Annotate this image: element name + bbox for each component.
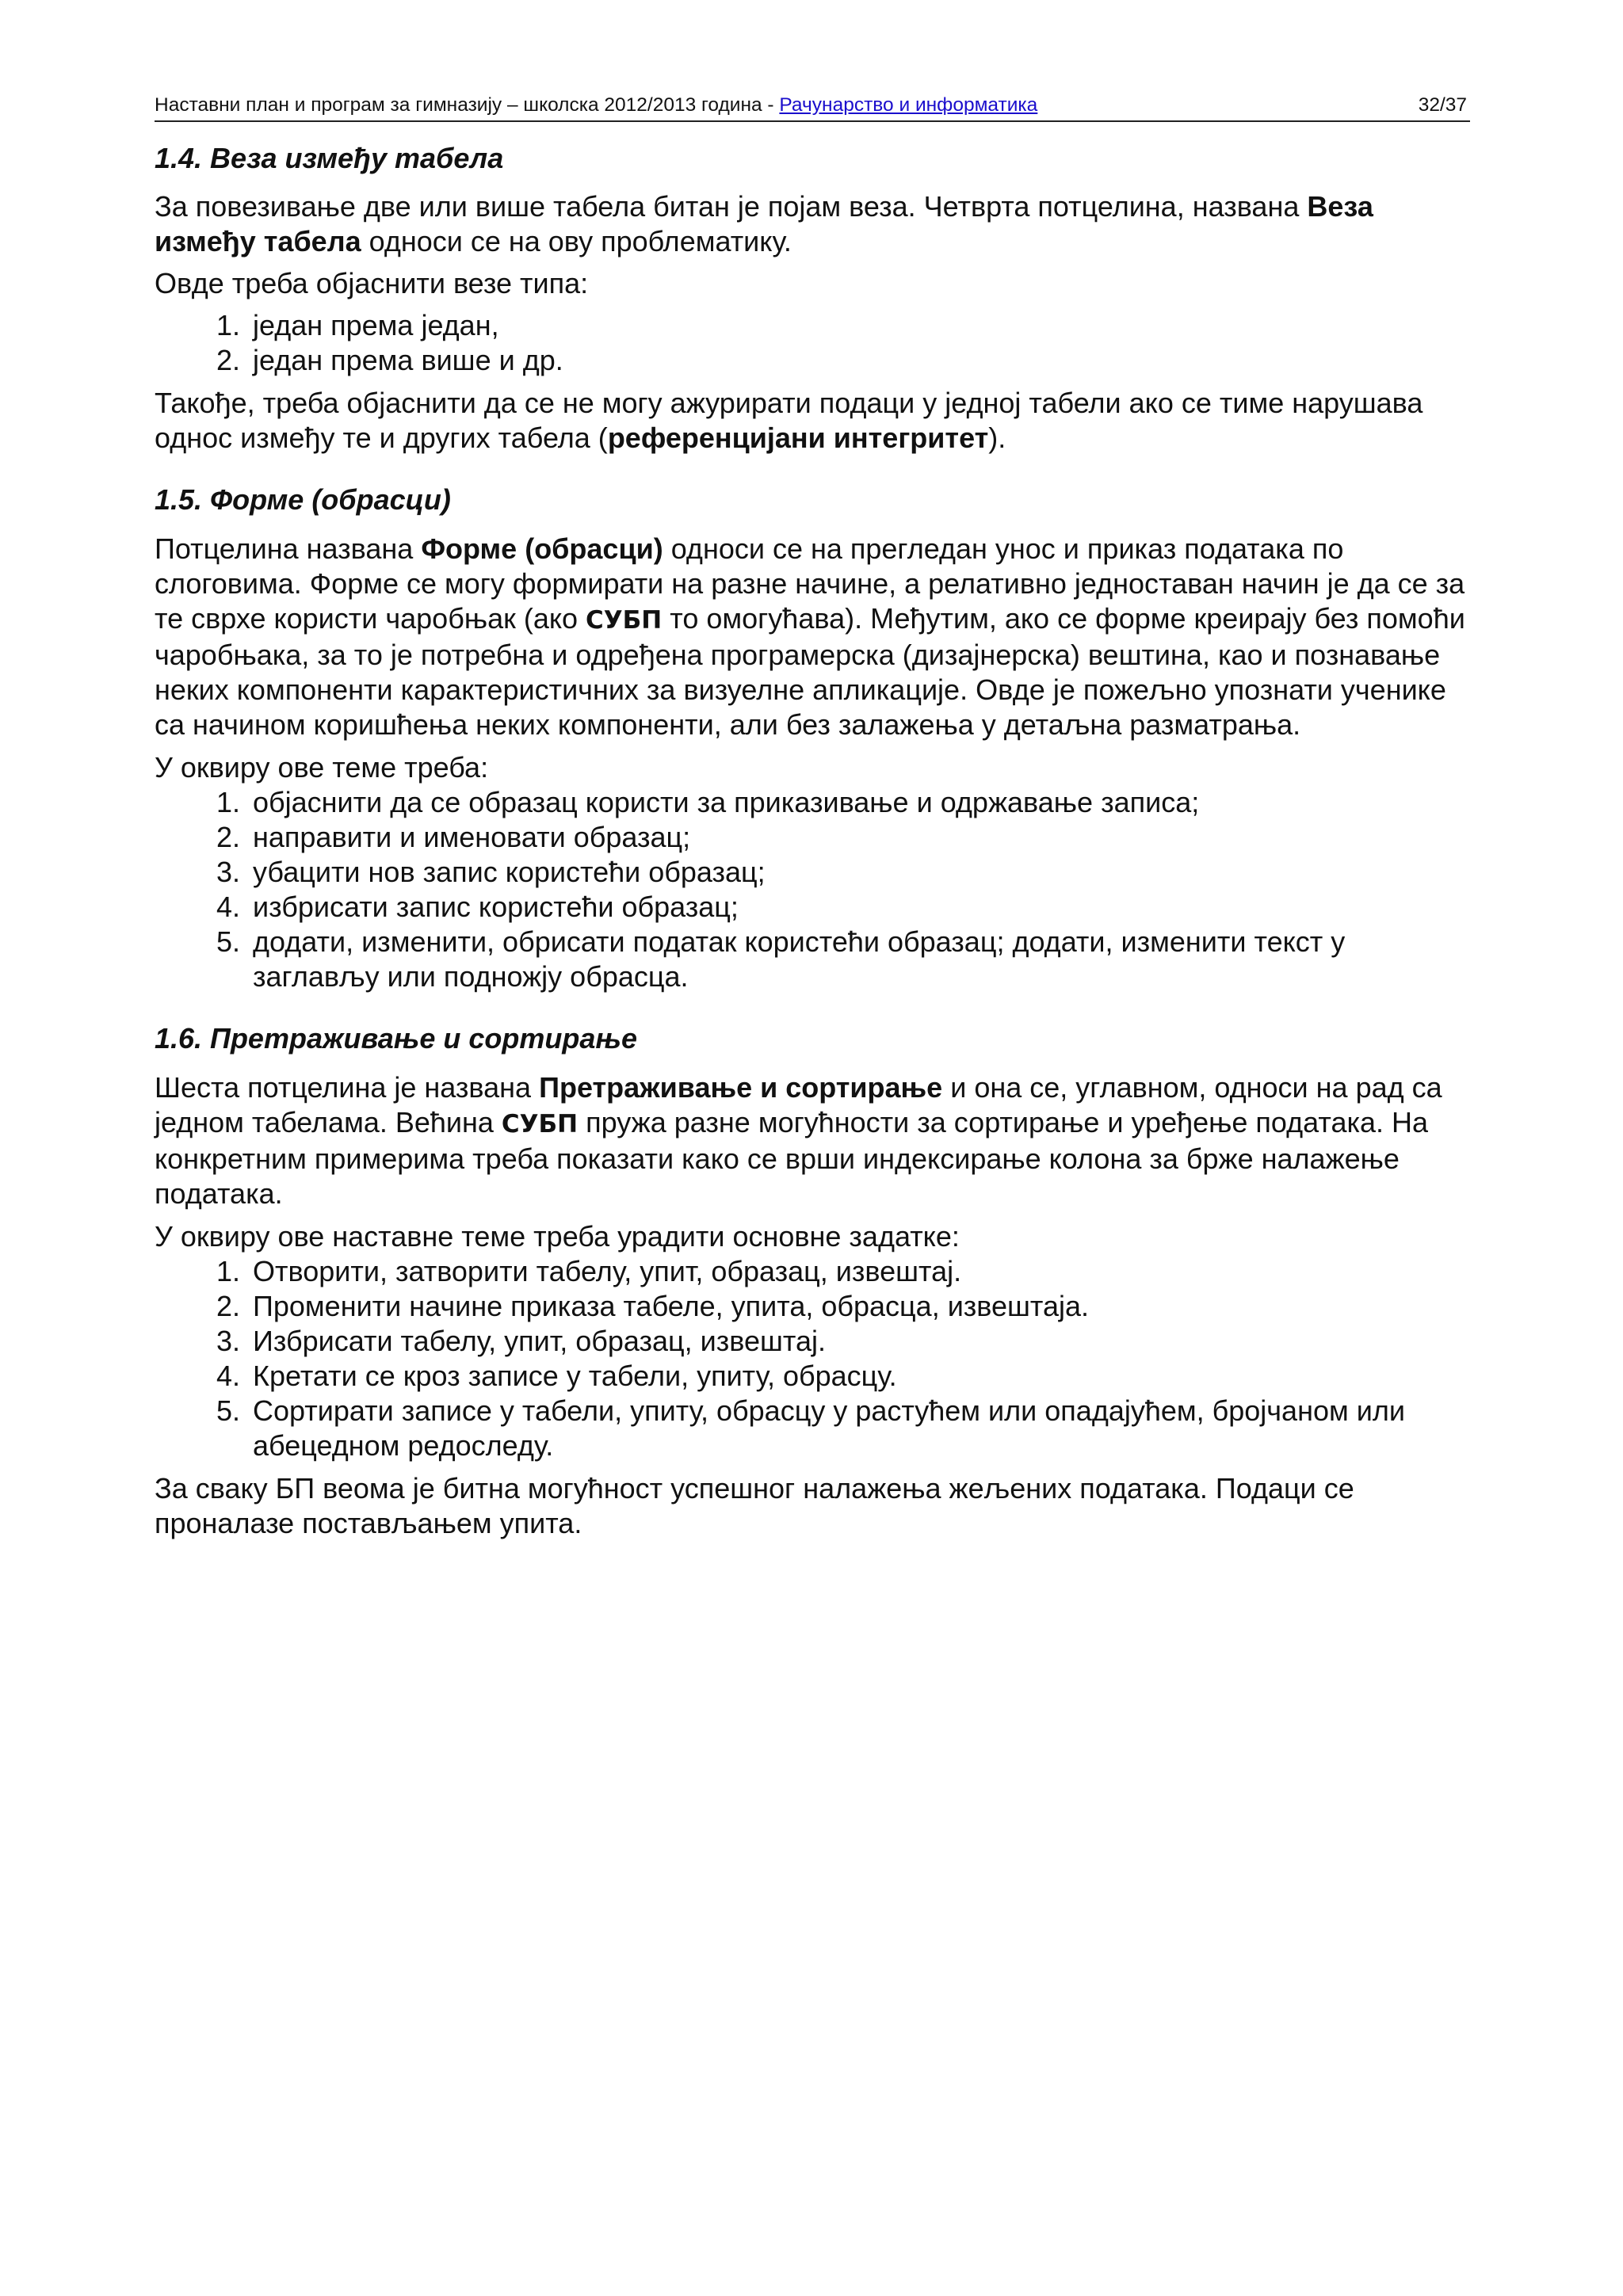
text-run: Потцелина названа bbox=[155, 532, 422, 565]
text-run: то омогућава). Међутим, ако се форме креирају без помоћи чаробњака, за то је потребна и одређена програмерска (дизајнерска) вештина, као и познавање неких компоненти карактеристичних за визуелне апликације. Овде је пожељно упознати ученике са начином коришћења неких компоненти, али без залажења у детаљна разматрања. bbox=[155, 602, 1465, 741]
list-number: 2. bbox=[216, 1290, 240, 1322]
text-run: ). bbox=[988, 421, 1006, 454]
list-item-text: Избрисати табелу, упит, образац, извештај. bbox=[253, 1325, 826, 1357]
section-1-6-list bbox=[155, 1254, 1470, 1463]
bold-term: Претраживање и сортирање bbox=[539, 1071, 943, 1104]
page-number: 32/37 bbox=[1418, 94, 1467, 116]
list-item bbox=[155, 1324, 1470, 1359]
bold-term: Веза између табела bbox=[155, 190, 1373, 257]
list-number: 3. bbox=[216, 1325, 240, 1357]
section-1-4-paragraph-1 bbox=[155, 189, 1470, 259]
list-number: 4. bbox=[216, 891, 240, 923]
list-item bbox=[155, 925, 1470, 994]
list-item bbox=[155, 1394, 1470, 1463]
document-page bbox=[155, 93, 1470, 1541]
header-doc-title: Наставни план и програм за гимназију – школска 2012/2013 година - bbox=[155, 94, 780, 116]
section-heading-1-4: 1.4. Веза између табела bbox=[155, 142, 504, 174]
page-header bbox=[155, 93, 1470, 122]
list-item bbox=[155, 308, 1470, 343]
section-1-5-paragraph-2: У оквиру ове теме треба: bbox=[155, 751, 489, 784]
list-item-text: један према више и др. bbox=[253, 344, 563, 376]
section-heading-1-5: 1.5. Форме (обрасци) bbox=[155, 483, 451, 516]
text-run: и она се, углавном, односи на рад са једном табелама. Већина bbox=[155, 1071, 1442, 1138]
header-title bbox=[155, 93, 1037, 117]
text-run: Такође, треба објаснити да се не могу ажурирати подаци у једној табели ако се тиме нарушава однос између те и других табела ( bbox=[155, 387, 1423, 454]
section-1-6-paragraph-3: За сваку БП веома је битна могућност успешног налажења жељених података. Подаци се проналазе постављањем упита. bbox=[155, 1472, 1354, 1539]
list-item-text: један према један, bbox=[253, 309, 499, 341]
list-number: 5. bbox=[216, 925, 240, 958]
list-item-text: додати, изменити, обрисати податак користећи образац; додати, изменити текст у заглављу или подножју обрасца. bbox=[253, 925, 1346, 993]
section-1-4-paragraph-3 bbox=[155, 386, 1470, 456]
list-number: 5. bbox=[216, 1394, 240, 1427]
text-run: Шеста потцелина је названа bbox=[155, 1071, 540, 1104]
list-item-text: направити и именовати образац; bbox=[253, 821, 691, 853]
list-number: 2. bbox=[216, 344, 240, 376]
section-1-6-paragraph-2: У оквиру ове наставне теме треба урадити основне задатке: bbox=[155, 1220, 960, 1253]
text-run: За повезивање две или више табела битан је појам веза. Четврта потцелина, названа bbox=[155, 190, 1308, 223]
list-item-text: убацити нов запис користећи образац; bbox=[253, 856, 766, 888]
text-run: пружа разне могућности за сортирање и уређење података. На конкретним примерима треба показати како се врши индексирање колона за брже налажење података. bbox=[155, 1106, 1429, 1210]
section-heading-1-6: 1.6. Претраживање и сортирање bbox=[155, 1022, 638, 1055]
list-number: 1. bbox=[216, 309, 240, 341]
list-item bbox=[155, 1254, 1470, 1289]
list-item-text: Променити начине приказа табеле, упита, обрасца, извештаја. bbox=[253, 1290, 1090, 1322]
list-item-text: Отворити, затворити табелу, упит, образац, извештај. bbox=[253, 1255, 962, 1287]
subject-link[interactable]: Рачунарство и информатика bbox=[779, 94, 1038, 116]
list-item bbox=[155, 820, 1470, 855]
list-item bbox=[155, 890, 1470, 925]
list-number: 1. bbox=[216, 786, 240, 818]
list-item-text: избрисати запис користећи образац; bbox=[253, 891, 739, 923]
list-item bbox=[155, 855, 1470, 890]
list-item bbox=[155, 343, 1470, 378]
list-number: 1. bbox=[216, 1255, 240, 1287]
text-run: односи се на ову проблематику. bbox=[361, 225, 792, 257]
list-item bbox=[155, 785, 1470, 820]
section-1-6-paragraph-1 bbox=[155, 1070, 1470, 1211]
section-1-5-paragraph-1 bbox=[155, 532, 1470, 742]
text-run: односи се на прегледан унос и приказ података по слоговима. Форме се могу формирати на разне начине, а релативно једноставан начин је да се за те сврхе користи чаробњак (ако bbox=[155, 532, 1465, 635]
list-item-text: Кретати се кроз записе у табели, упиту, обрасцу. bbox=[253, 1360, 897, 1392]
list-item bbox=[155, 1359, 1470, 1394]
list-number: 2. bbox=[216, 821, 240, 853]
list-number: 3. bbox=[216, 856, 240, 888]
list-item-text: објаснити да се образац користи за приказивање и одржавање записа; bbox=[253, 786, 1200, 818]
bold-term: Форме (обрасци) bbox=[421, 532, 663, 565]
bold-term: референцијани интегритет bbox=[607, 421, 989, 454]
section-1-4-paragraph-2: Овде треба објаснити везе типа: bbox=[155, 267, 589, 299]
acronym: СУБП bbox=[586, 606, 663, 635]
list-number: 4. bbox=[216, 1360, 240, 1392]
section-1-4-list bbox=[155, 308, 1470, 378]
acronym: СУБП bbox=[501, 1110, 579, 1138]
section-1-5-list bbox=[155, 785, 1470, 994]
list-item bbox=[155, 1289, 1470, 1324]
list-item-text: Сортирати записе у табели, упиту, обрасцу у растућем или опадајућем, бројчаном или абецедном редоследу. bbox=[253, 1394, 1405, 1462]
